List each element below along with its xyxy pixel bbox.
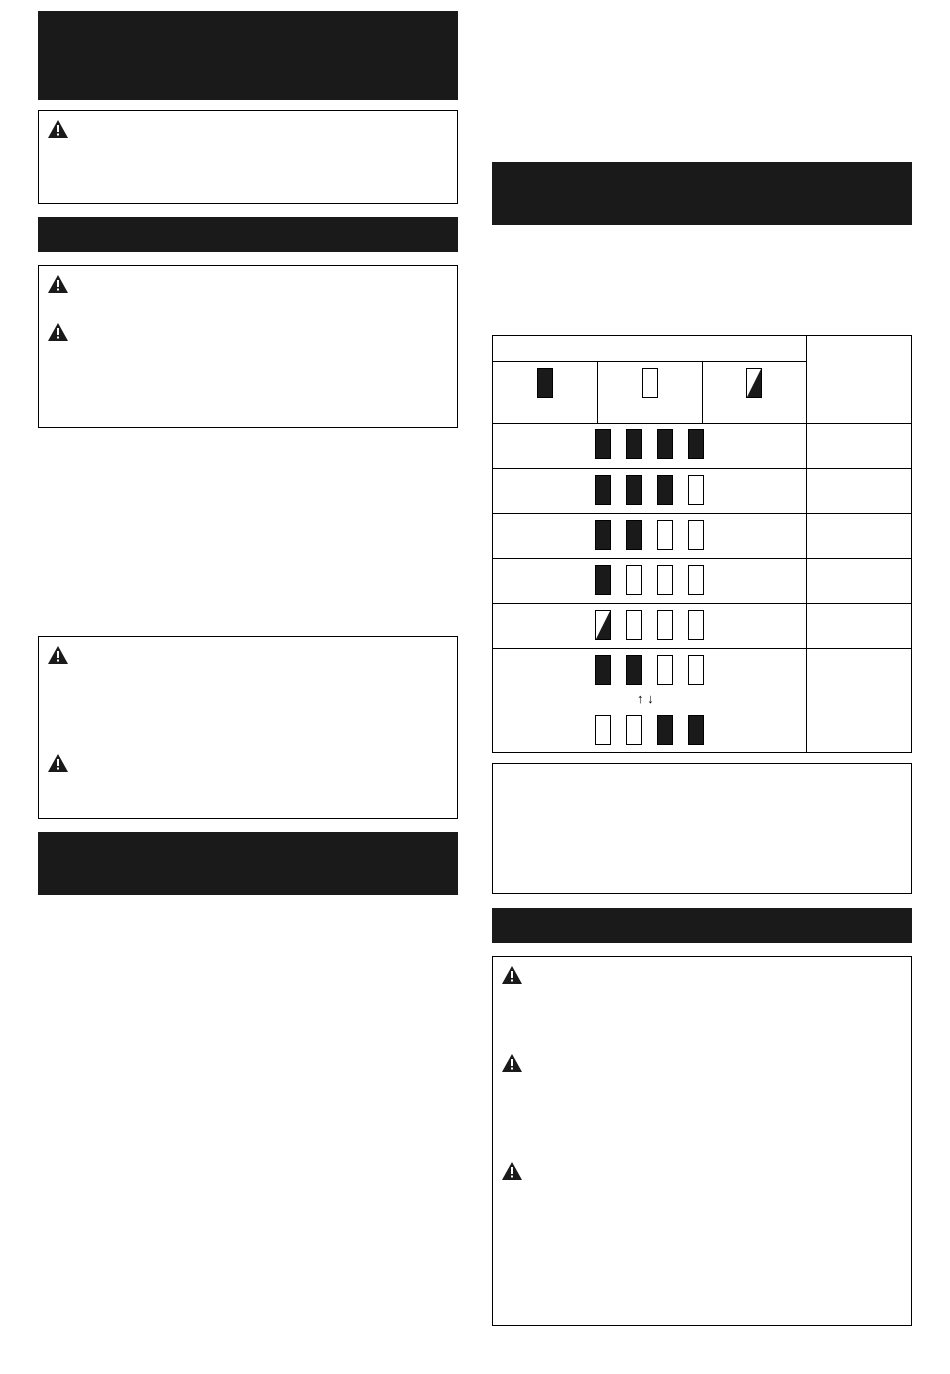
row-5-indicator [626, 610, 642, 640]
header-bar-right [492, 162, 912, 225]
warning-triangle-icon [47, 322, 69, 342]
row-6-indicator-alt [657, 715, 673, 745]
warning-triangle-icon [47, 753, 69, 773]
battery-indicator-table [492, 335, 912, 753]
warning-box-2 [38, 265, 458, 428]
warning-triangle-icon [501, 1053, 523, 1073]
table-divider [493, 648, 911, 649]
legend-indicator-off [642, 368, 658, 398]
row-3-indicator [626, 520, 642, 550]
row-1-indicator [626, 429, 642, 459]
table-divider [493, 423, 911, 424]
row-4-indicator [626, 565, 642, 595]
row-6-indicator [595, 655, 611, 685]
row-5-indicator [657, 610, 673, 640]
section-bar-right [492, 908, 912, 943]
table-divider [493, 558, 911, 559]
table-divider [493, 468, 911, 469]
warning-triangle-icon [501, 965, 523, 985]
row-4-indicator [688, 565, 704, 595]
row-5-indicator [688, 610, 704, 640]
row-4-indicator [657, 565, 673, 595]
row-2-indicator [657, 475, 673, 505]
table-divider [597, 361, 598, 423]
warning-triangle-icon [501, 1161, 523, 1181]
table-divider [493, 361, 807, 362]
row-6-indicator-alt [688, 715, 704, 745]
row-2-indicator [595, 475, 611, 505]
row-2-indicator [626, 475, 642, 505]
row-2-indicator [688, 475, 704, 505]
row-6-indicator [657, 655, 673, 685]
row-1-indicator [595, 429, 611, 459]
table-divider [493, 513, 911, 514]
table-divider [702, 361, 703, 423]
row-6-indicator-alt [626, 715, 642, 745]
row-6-indicator [688, 655, 704, 685]
warning-box-1 [38, 110, 458, 204]
header-bar-2 [38, 832, 458, 895]
row-1-indicator [688, 429, 704, 459]
warning-triangle-icon [47, 645, 69, 665]
warning-triangle-icon [47, 274, 69, 294]
row-5-indicator [595, 610, 611, 640]
warning-box-right [492, 956, 912, 1326]
legend-indicator-lit [537, 368, 553, 398]
warning-triangle-icon [47, 119, 69, 139]
table-divider [493, 603, 911, 604]
row-3-indicator [657, 520, 673, 550]
table-divider [806, 336, 807, 753]
alternating-arrows-icon: ↑ ↓ [637, 691, 654, 706]
row-6-indicator-alt [595, 715, 611, 745]
header-bar-1 [38, 11, 458, 100]
row-4-indicator [595, 565, 611, 595]
note-box [492, 763, 912, 894]
warning-box-3 [38, 636, 458, 819]
row-1-indicator [657, 429, 673, 459]
row-3-indicator [595, 520, 611, 550]
section-bar-1 [38, 217, 458, 252]
row-6-indicator [626, 655, 642, 685]
legend-indicator-blinking [746, 368, 762, 398]
row-3-indicator [688, 520, 704, 550]
